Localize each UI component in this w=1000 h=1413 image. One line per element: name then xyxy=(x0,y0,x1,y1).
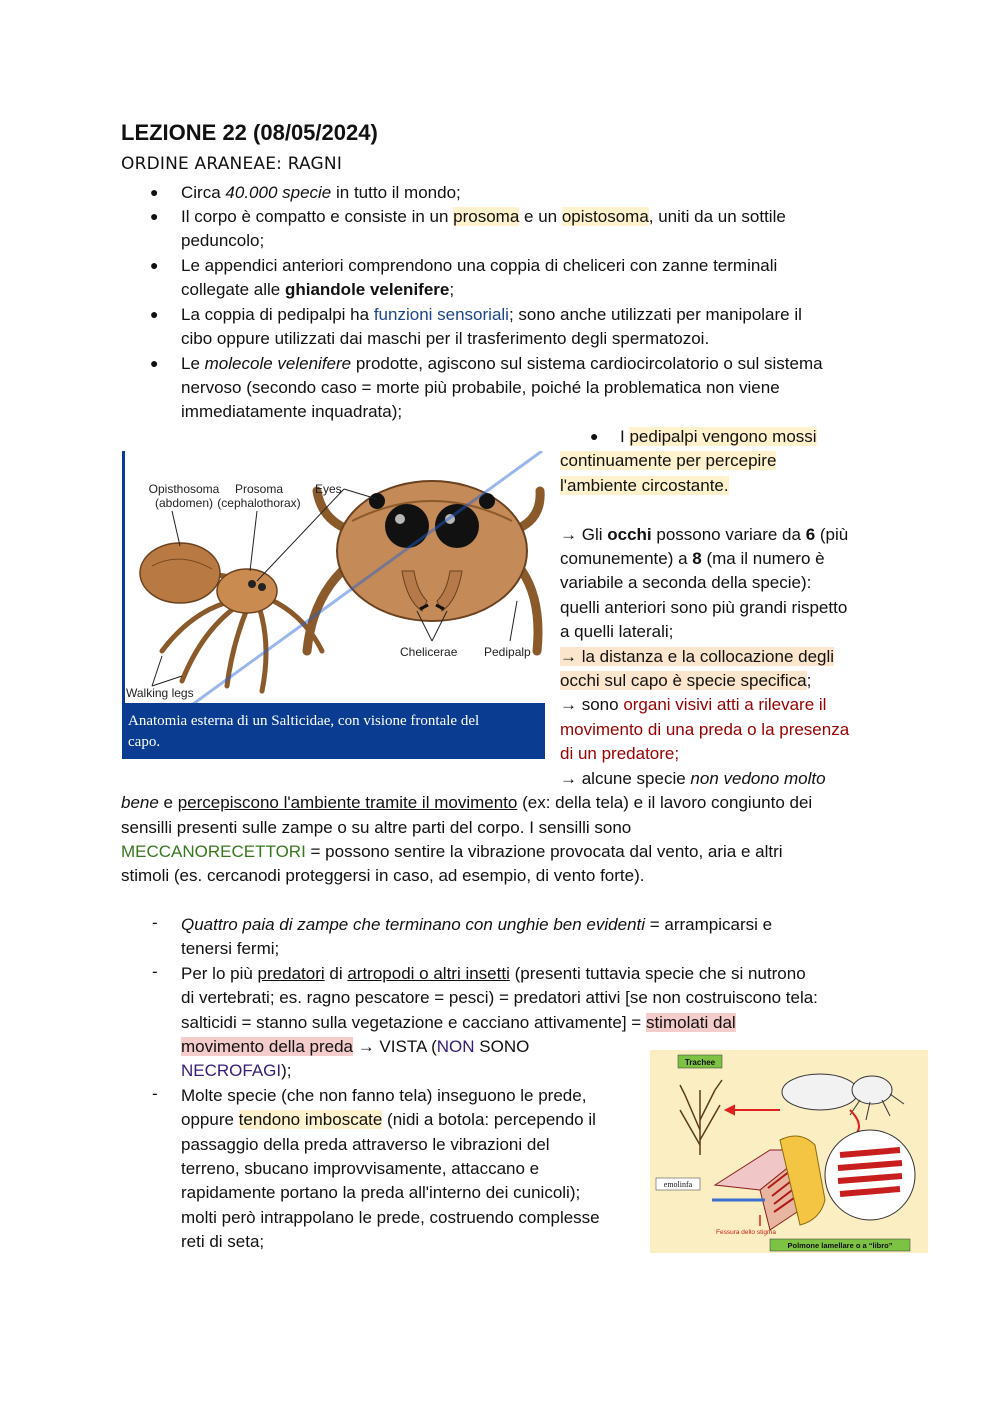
bullet-appendici-line1: Le appendici anteriori comprendono una coppia di cheliceri con zanne terminali xyxy=(181,256,778,275)
spider-anatomy-figure xyxy=(122,451,545,759)
dash-imboscate-line1: Molte specie (che non fanno tela) inseguono le prede, xyxy=(181,1086,587,1105)
bullet-pedipalpi-mossi-line1: I pedipalpi vengono mossi xyxy=(620,427,817,446)
organi-visivi-line2: movimento di una preda o la presenza xyxy=(560,720,850,739)
paragraph-line4: stimoli (es. cercanodi proteggersi in caso, ad esempio, di vento forte). xyxy=(121,866,645,885)
book-lung-figure xyxy=(650,1050,928,1253)
label-abdomen: (abdomen) xyxy=(154,496,214,510)
book-lung-diagram xyxy=(650,1050,928,1253)
dash-predatori-line5: NECROFAGI); xyxy=(181,1061,292,1080)
paragraph-line1: bene e percepiscono l'ambiente tramite il movimento (ex: della tela) e il lavoro congiunto dei xyxy=(121,793,813,812)
alcune-specie-line1: → alcune specie non vedono molto xyxy=(560,769,826,788)
page-title: LEZIONE 22 (08/05/2024) xyxy=(121,120,378,145)
section-subtitle: ORDINE ARANEAE: RAGNI xyxy=(121,154,343,174)
spider-illustration xyxy=(122,451,545,703)
occhi-line4: quelli anteriori sono più grandi rispetto xyxy=(560,598,848,617)
occhi-line5: a quelli laterali; xyxy=(560,622,674,641)
label-opisthosoma: Opisthosoma xyxy=(148,482,220,496)
distanza-line1: → la distanza e la collocazione degli xyxy=(560,647,835,666)
occhi-line2: comunemente) a 8 (ma il numero è xyxy=(560,549,825,568)
dash-zampe-line2: tenersi fermi; xyxy=(181,939,280,958)
bullet-pedipalpi-mossi-line3: l'ambiente circostante. xyxy=(560,476,729,495)
label-pedipalp: Pedipalp xyxy=(484,645,531,659)
bullet-glyph: ● xyxy=(150,257,159,273)
bullet-glyph: ● xyxy=(150,208,159,224)
dash-imboscate-line2: oppure tendono imboscate (nidi a botola: percependo il xyxy=(181,1110,596,1129)
label-walking-legs: Walking legs xyxy=(126,686,194,700)
dash-glyph: - xyxy=(152,1084,158,1103)
dash-imboscate-line3: passaggio della preda attraverso le vibrazioni del xyxy=(181,1135,550,1154)
occhi-line3: variabile a seconda della specie): xyxy=(560,573,812,592)
label-chelicerae: Chelicerae xyxy=(400,645,458,659)
bullet-glyph: ● xyxy=(150,306,159,322)
paragraph-line2: sensilli presenti sulle zampe o su altre parti del corpo. I sensilli sono xyxy=(121,818,632,837)
label-fessura: Fessura dello stigma xyxy=(716,1229,776,1236)
bullet-species-count: Circa 40.000 specie in tutto il mondo; xyxy=(181,183,461,202)
dash-glyph: - xyxy=(152,962,158,981)
distanza-line2: occhi sul capo è specie specifica; xyxy=(560,671,812,690)
figure-caption: Anatomia esterna di un Salticidae, con visione frontale del capo. xyxy=(122,703,545,759)
bullet-glyph: ● xyxy=(590,428,599,444)
bullet-veleno-line2: nervoso (secondo caso = morte più probabile, poiché la problematica non viene xyxy=(181,378,780,397)
bullet-appendici-line2: collegate alle ghiandole velenifere; xyxy=(181,280,455,299)
label-cephalothorax: (cephalothorax) xyxy=(217,496,301,510)
dash-predatori-line1: Per lo più predatori di artropodi o altri insetti (presenti tuttavia specie che si nutrono xyxy=(181,964,806,983)
bullet-glyph: ● xyxy=(150,355,159,371)
label-eyes: Eyes xyxy=(315,482,342,496)
bullet-pedipalpi-line2: cibo oppure utilizzati dai maschi per il trasferimento degli spermatozoi. xyxy=(181,329,710,348)
occhi-line1: → Gli occhi possono variare da 6 (più xyxy=(560,525,849,544)
dash-predatori-line3: salticidi = stanno sulla vegetazione e cacciano attivamente] = stimolati dal xyxy=(181,1013,736,1032)
paragraph-line3: MECCANORECETTORI = possono sentire la vibrazione provocata dal vento, aria e altri xyxy=(121,842,783,861)
dash-imboscate-line5: rapidamente portano la preda all'interno dei cunicoli); xyxy=(181,1183,581,1202)
dash-predatori-line4: movimento della preda → VISTA (NON SONO xyxy=(181,1037,530,1056)
dash-imboscate-line6: molti però intrappolano le prede, costruendo complesse xyxy=(181,1208,600,1227)
bullet-veleno-line3: immediatamente inquadrata); xyxy=(181,402,403,421)
bullet-body-line2: peduncolo; xyxy=(181,231,265,250)
bullet-body-line1: Il corpo è compatto e consiste in un prosoma e un opistosoma, uniti da un sottile xyxy=(181,207,786,226)
dash-predatori-line2: di vertebrati; es. ragno pescatore = pesci) = predatori attivi [se non costruiscono tela: xyxy=(181,988,818,1007)
label-polmone: Polmone lamellare o a “libro” xyxy=(787,1241,893,1250)
dash-zampe-line1: Quattro paia di zampe che terminano con unghie ben evidenti = arrampicarsi e xyxy=(181,915,773,934)
dash-imboscate-line7: reti di seta; xyxy=(181,1232,265,1251)
dash-imboscate-line4: terreno, sbucano improvvisamente, attaccano e xyxy=(181,1159,540,1178)
dash-glyph: - xyxy=(152,913,158,932)
label-emolinfa: emolinfa xyxy=(663,1180,693,1189)
label-trachee: Trachee xyxy=(684,1058,716,1067)
organi-visivi-line3: di un predatore; xyxy=(560,744,680,763)
bullet-veleno-line1: Le molecole velenifere prodotte, agiscono sul sistema cardiocircolatorio o sul sistema xyxy=(181,354,823,373)
bullet-glyph: ● xyxy=(150,184,159,200)
bullet-pedipalpi-mossi-line2: continuamente per percepire xyxy=(560,451,777,470)
bullet-pedipalpi-line1: La coppia di pedipalpi ha funzioni sensoriali; sono anche utilizzati per manipolare il xyxy=(181,305,802,324)
label-prosoma: Prosoma xyxy=(234,482,284,496)
organi-visivi-line1: → sono organi visivi atti a rilevare il xyxy=(560,695,827,714)
